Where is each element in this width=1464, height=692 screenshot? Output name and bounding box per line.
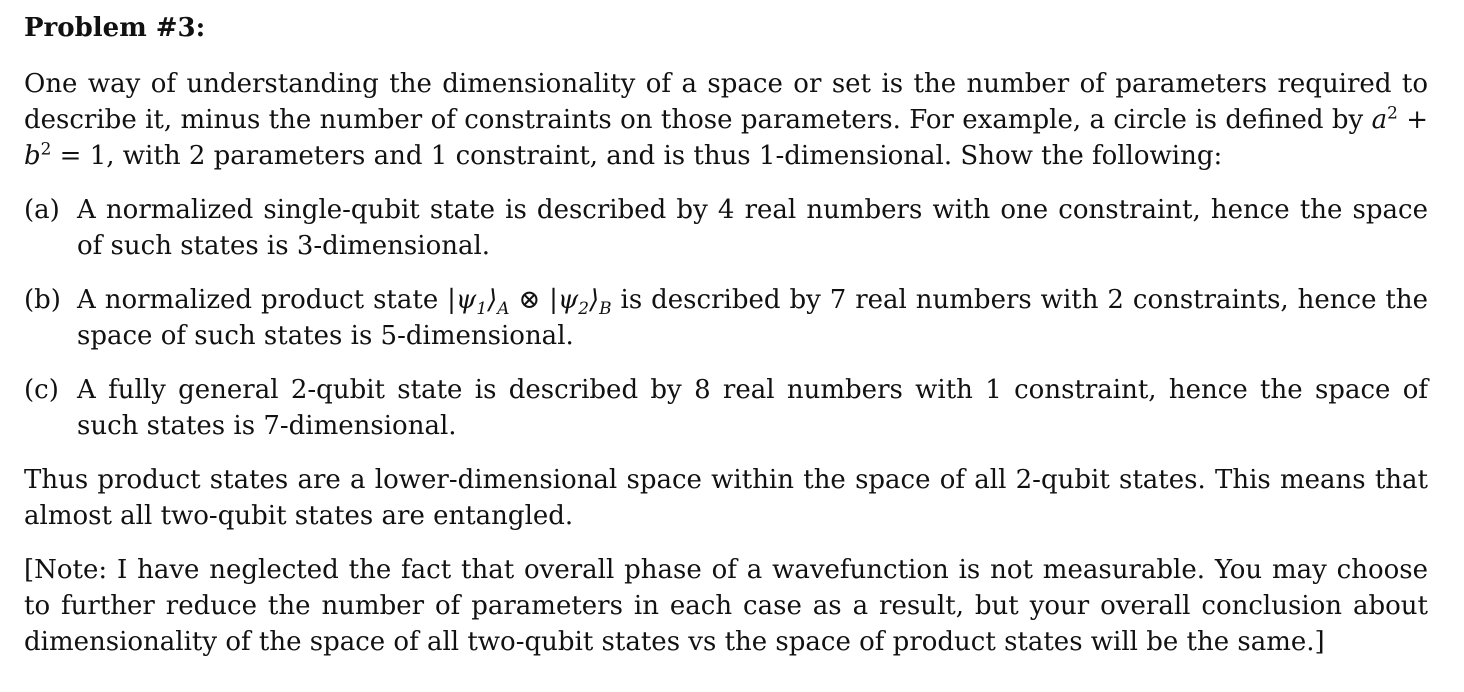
list-item-b (24, 282, 1428, 354)
item-text-a: A normalized single-qubit state is described by 4 real numbers with one constraint, hence the space of such states is 3-dimensional. (77, 195, 1428, 261)
exponent-a: 2 (1387, 102, 1398, 123)
item-text-c: A fully general 2-qubit state is described by 8 real numbers with 1 constraint, hence the space of such states is 7-dimensional. (77, 375, 1428, 441)
intro-paragraph (24, 66, 1428, 174)
item-label-c: (c) (24, 375, 59, 405)
exponent-b: 2 (40, 138, 52, 159)
ket-psi1-index: 1 (476, 298, 488, 319)
problem-title: Problem #3: (24, 13, 206, 43)
conclusion-paragraph: Thus product states are a lower-dimensional space within the space of all 2-qubit states. This means that almost all two-qubit states are entangled. (24, 465, 1428, 531)
list-item-c (24, 372, 1428, 444)
item-text-b-after: is described by 7 real numbers with 2 constraints, hence the space of such states is 5-dimensional. (77, 285, 1428, 351)
math-b: b (24, 141, 41, 171)
list-item-a (24, 192, 1428, 264)
math-a: a (1371, 105, 1388, 135)
intro-text-part1: One way of understanding the dimensionality of a space or set is the number of parameters required to describe it, minus the number of constraints on those parameters. For example, a circle is defined by (24, 69, 1428, 135)
ket-psi2-subsystem: B (599, 298, 612, 319)
item-text-b-before: A normalized product state (77, 285, 448, 315)
ket-psi2-open: |ψ (549, 285, 579, 315)
ket-psi1-open: |ψ (447, 285, 477, 315)
ket-psi1-subsystem: A (497, 298, 510, 319)
ket-psi2-index: 2 (578, 298, 590, 319)
intro-text-part2: , with 2 parameters and 1 constraint, and is thus 1-dimensional. Show the following: (106, 141, 1223, 171)
ket-psi1 (447, 285, 510, 319)
item-label-b: (b) (24, 285, 61, 315)
math-equals-one: = 1 (51, 141, 107, 171)
item-label-a: (a) (24, 195, 60, 225)
ket-psi2-close: ⟩ (589, 285, 600, 315)
note-paragraph: [Note: I have neglected the fact that overall phase of a wavefunction is not measurable. You may choose to further reduce the number of parameters in each case as a result, but your overall conclusion about dimensionality of the space of all two-qubit states vs the space of product states will be the same.] (24, 555, 1428, 657)
tensor-symbol: ⊗ (509, 285, 550, 315)
ket-psi1-close: ⟩ (487, 285, 498, 315)
ket-psi2 (549, 285, 612, 319)
math-plus: + (1397, 105, 1428, 135)
